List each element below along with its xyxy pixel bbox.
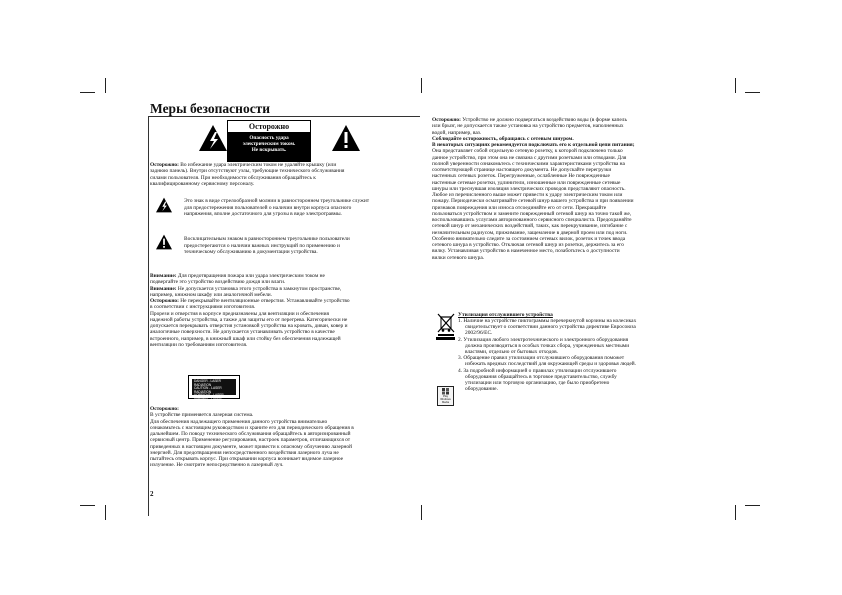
laser-label-text	[192, 379, 236, 401]
list-line: 2002/96/EC.	[465, 330, 493, 337]
text-line: встроенного, например, в книжный шкаф или стойку без обеспечения надлежащей	[150, 335, 341, 342]
crop-mark	[421, 78, 422, 93]
page-number: 2	[150, 490, 154, 498]
text-line: сетевого шнура в устройство. Отключая сетевой шнур из розетки, держитесь за его	[432, 242, 624, 248]
text-line: в соответствии с инструкциями изготовителя.	[150, 304, 256, 311]
text-line: подвергайте это устройство воздействию дождя или влаги.	[150, 279, 286, 286]
text-line: дальнейшем. По поводу технического обслуживания обращайтесь в авторизированный	[150, 431, 351, 437]
list-line: утилизации или торговую организацию, где было приобретено	[465, 380, 610, 387]
text-line: квалифицированному сервисному персоналу.	[150, 180, 255, 187]
text-line: сетевой шнур от механических воздействий, таких, как перекручивание, изгибание с	[432, 223, 628, 230]
text-line: вентиляции по требованиям изготовителя.	[150, 341, 248, 348]
text-line: Любое из перечисленного выше может привести к удару электрическим током или	[432, 192, 623, 198]
text-line: заднюю панель). Внутри отсутствуют узлы, требующие технического обслуживания	[150, 168, 345, 175]
recycling-list	[458, 318, 720, 392]
left-margin-rule	[148, 116, 149, 516]
crop-mark	[745, 505, 760, 506]
caution-box-line: Не вскрывать.	[251, 147, 287, 153]
logo-line: Windows	[440, 398, 451, 401]
text-line: полной уверенности ознакомьтесь с техническими характеристиками устройства на	[432, 160, 625, 167]
logo-line: Play	[442, 395, 449, 398]
laser-warning-label	[188, 375, 240, 399]
text-line: вилки сетевого шнура.	[432, 254, 485, 261]
crop-mark	[745, 92, 760, 93]
logo-text	[438, 395, 453, 404]
text-line: пытайтесь открывать корпус. При открывании корпуса возникает видимое лазерное	[150, 456, 344, 462]
crop-mark	[421, 505, 422, 520]
text-line: пользоваться устройством и замените поврежденный сетевой шнур на точно такой же,	[432, 210, 632, 217]
text-line: В устройстве применяется лазерная система.	[150, 412, 254, 419]
text-line: признаков повреждения или износа отсоединяйте его от сети. Прекращайте	[432, 204, 607, 211]
text-line: напряжения, вполне достаточного для угрозы в виде электротравмы.	[184, 211, 342, 218]
text-line: вилку. Устанавливая устройство в намеченное место, позаботьтесь о доступности	[432, 248, 620, 255]
text-line: Для обеспечения надлежащего применения данного устройства внимательно	[150, 418, 328, 425]
text-line: данное устройство, при этом она не связана с другими розетками или отводами. Для	[432, 154, 627, 161]
text-line: незначительным радиусом, прижимание, защемление в дверной проем или под ноги.	[432, 229, 628, 236]
crop-mark	[735, 78, 736, 93]
text-line: ознакомьтесь с настоящим руководством и храните его для периодического обращения в	[150, 424, 354, 431]
list-line: 2. Утилизация любого электротехнического и электронного оборудования	[458, 336, 629, 343]
list-item	[458, 318, 720, 337]
caution-intro	[150, 162, 420, 187]
text-line: Она представляет собой отдельную сетевую розетку, к которой подключено только	[432, 148, 623, 155]
text-line: Особенно внимательно следите за состоянием сетевых вилок, розеток и точек ввода	[432, 235, 626, 242]
list-line: 3. Обращение правил утилизации отслужившего оборудования поможет	[458, 355, 625, 362]
text-line: сервисный центр. Применение регулирования, настроек параметров, отличающихся от	[150, 437, 351, 444]
text-line: предостерегаются о наличии важных инструкций по применению и	[184, 242, 340, 249]
crop-mark	[80, 505, 95, 506]
crop-mark	[735, 505, 736, 520]
title-rule	[148, 116, 420, 117]
line-text: Устройство не должно подвергаться воздействию воды (в форме капель	[460, 117, 627, 123]
bold-label: В некоторых ситуациях рекомендуется подключать его к отдельной цепи питания;	[432, 142, 635, 148]
lightning-triangle-icon	[198, 124, 228, 152]
bold-label: Осторожно:	[150, 406, 179, 412]
recycling-heading: Утилизация отслужившего устройства	[458, 312, 553, 318]
windows-flag-icon	[438, 387, 453, 395]
line-text: Не допускается установка этого устройства в замкнутом пространстве,	[176, 285, 342, 292]
list-line: 4. За подробной информацией о правилах утилизации отслужившего	[458, 367, 617, 374]
list-item	[458, 368, 720, 393]
line-text: Во избежание удара электрическим током не удаляйте крышку (или	[178, 162, 337, 168]
logo-line: Media	[441, 401, 450, 404]
bold-label: Осторожно:	[150, 162, 179, 168]
list-item	[458, 355, 720, 367]
text-line: настенных сетевых розеток. Перегруженные, ослабленные Не поврежденные	[432, 173, 610, 180]
text-line: аналогичные поверхности. Не допускается устанавливать устройство в качестве	[150, 329, 335, 336]
list-line: должна производиться в особых точках сбора, учрежденных местными	[465, 342, 630, 349]
text-line: допускается перекрывать отверстия установкой устройства на кровать, диван, ковер и	[150, 323, 348, 329]
line-text: Для предотвращения пожара или удара электрическим током не	[176, 273, 325, 279]
caution-box-line: Опасность удара	[249, 135, 289, 141]
list-line: оборудование.	[465, 386, 498, 393]
laser-label-line: CAUTION - LASER RADIATION	[194, 386, 222, 394]
list-item	[458, 337, 720, 356]
crossed-bin-icon	[436, 312, 456, 336]
text-line: или брызг, не допускается также установка на устройство предметов, наполненных	[432, 123, 624, 130]
bold-label: Осторожно:	[150, 298, 179, 304]
lightning-note	[184, 198, 424, 218]
crop-mark	[80, 92, 95, 93]
text-line: излучение. Не смотрите непосредственно в лазерный луч.	[150, 462, 284, 469]
text-line: пожару. Периодически осматривайте сетевой шнур вашего устройства и при появлении	[432, 198, 634, 205]
text-line: для предостережения пользователей о наличии внутри корпуса опасного	[184, 204, 352, 211]
caution-box-body	[228, 132, 310, 161]
laser-label-line: DANGER - LASER RADIATION	[194, 379, 221, 387]
text-line: соответствующей странице настоящего документа. Не допускайте перегрузки	[432, 167, 612, 173]
crop-mark	[105, 505, 106, 520]
exclamation-triangle-icon	[331, 124, 361, 152]
warnings-block	[150, 273, 422, 348]
text-line: техническому обслуживанию в документации устройства.	[184, 249, 318, 256]
text-line: настенные сетевые розетки, удлинители, изношенные или поврежденные сетевые	[432, 179, 621, 186]
bin-bar	[436, 337, 455, 340]
text-line: например, книжном шкафу или аналогичной мебели.	[150, 291, 273, 298]
crop-mark	[105, 78, 106, 93]
windows-media-logo	[437, 386, 454, 406]
list-line: оборудования обращайтесь в торговое представительство, службу	[465, 373, 617, 380]
text-line: Это знак в виде стрелообразной молнии в равностороннем треугольнике служит	[184, 198, 370, 204]
text-line: надежной работы устройства, а также для защиты его от перегрева. Категорически не	[150, 316, 348, 323]
text-line: шнуры или треснувшая изоляция электрических проводов представляют опасность.	[432, 185, 626, 192]
bold-label: Осторожно:	[432, 117, 461, 123]
text-line: водой, например, ваз.	[432, 129, 482, 136]
bold-label: Внимание:	[150, 273, 177, 279]
text-line: Прорези и отверстия в корпусе предназначены для вентиляции и обеспечения	[150, 310, 330, 317]
laser-label-line: VORSICHT - LASER	[194, 393, 224, 398]
text-line: приведенных в настоящем документе, может привести к опасному облучению лазерной	[150, 443, 353, 450]
text-line: Восклицательным знаком в равностороннем треугольнике пользователи	[184, 236, 350, 242]
power-cord-block	[432, 117, 714, 261]
laser-caution	[150, 406, 422, 469]
exclamation-triangle-icon	[155, 234, 173, 250]
exclaim-note	[184, 236, 424, 256]
lightning-triangle-icon	[155, 197, 173, 213]
list-line: свидетельствует о соответствии данного устройства директиве Евросоюза	[465, 324, 636, 331]
list-line: 1. Наличие на устройстве пиктограммы перечеркнутой корзины на колесиках	[458, 318, 637, 324]
text-line: силами пользователя. При необходимости обслуживания обращайтесь к	[150, 174, 316, 181]
caution-box-line: электрическим током.	[242, 141, 296, 147]
text-line: энергией. Для предотвращения непосредственного воздействия лазерного луча не	[150, 449, 339, 456]
bold-label: Внимание:	[150, 285, 177, 292]
bold-label: Соблюдайте осторожность, обращаясь с сетевым шнуром.	[432, 135, 574, 142]
line-text: Не перекрывайте вентиляционные отверстия. Устанавливайте устройство	[178, 298, 350, 304]
page-title: Меры безопасности	[150, 101, 271, 116]
laser-label-line: VARNING - LASER	[194, 396, 222, 401]
list-line: властями, отдельно от бытовых отходов.	[465, 349, 559, 356]
caution-box	[227, 120, 311, 162]
caution-box-heading: Осторожно	[228, 121, 310, 132]
list-line: избежать вредных последствий для окружающей среды и здоровья людей.	[465, 361, 636, 368]
text-line: воспользовавшись услугами авторизованного сервисного специалиста. Предохраняйте	[432, 217, 632, 223]
